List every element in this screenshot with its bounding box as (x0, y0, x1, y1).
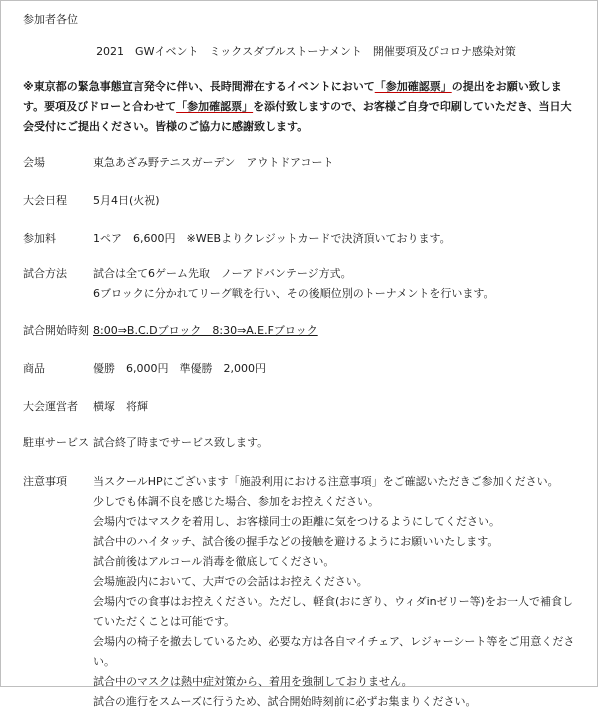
venue-label: 会場 (23, 156, 45, 169)
format-line-1: 試合は全て6ゲーム先取 ノーアドバンテージ方式。 (93, 267, 352, 280)
notice-term-1: 「参加確認票」 (374, 80, 452, 93)
notes-item: 試合の進行をスムーズに行うため、試合開始時刻前に必ずお集まりください。 (93, 695, 477, 708)
notice-paragraph (23, 77, 579, 137)
salutation: 参加者各位 (23, 13, 78, 26)
fee-label: 参加料 (23, 232, 56, 245)
parking-label: 駐車サービス (23, 436, 89, 449)
venue-value: 東急あざみ野テニスガーデン アウトドアコート (93, 156, 334, 169)
parking-value: 試合終了時までサービス致します。 (93, 436, 269, 449)
prize-label: 商品 (23, 362, 45, 375)
notes-item: 会場内での食事はお控えください。ただし、軽食(おにぎり、ウィダinゼリー等)をお一人で補食していただくことは可能です。 (93, 595, 573, 628)
notice-text-1: ※東京都の緊急事態宣言発令に伴い、長時間滞在するイベントにおいて (23, 80, 375, 93)
format-label: 試合方法 (23, 267, 67, 280)
notes-item: 試合中のハイタッチ、試合後の握手などの接触を避けるようにお願いいたします。 (93, 535, 499, 548)
notes-item: 会場内ではマスクを着用し、お客様同士の距離に気をつけるようにしてください。 (93, 515, 500, 528)
organizer-value: 横塚 将輝 (93, 400, 148, 413)
notes-item: 少しでも体調不良を感じた場合、参加をお控えください。 (93, 495, 379, 508)
notice-term-2: 「参加確認票」 (176, 100, 254, 113)
format-value (93, 264, 583, 304)
notes-label: 注意事項 (23, 475, 67, 488)
notice-text-2: の提出をお願い致します。要項及びドローと合わせて (23, 80, 562, 113)
fee-value: 1ペア 6,600円 ※WEBよりクレジットカードで決済頂いております。 (93, 232, 451, 245)
prize-value: 優勝 6,000円 準優勝 2,000円 (93, 362, 266, 375)
notes-item: 試合中のマスクは熱中症対策から、着用を強制しておりません。 (93, 675, 413, 688)
notes-item: 会場内の椅子を撤去しているため、必要な方は各自マイチェア、レジャーシート等をご用意ください。 (93, 635, 575, 668)
notice-text-3: を添付致しますので、お客様ご自身で印刷していただき、当日大会受付にご提出ください。皆様のご協力に感謝致します。 (23, 100, 572, 133)
date-label: 大会日程 (23, 194, 67, 207)
notes-item: 試合前後はアルコール消毒を徹底してください。 (93, 555, 335, 568)
format-line-2: 6ブロックに分かれてリーグ戦を行い、その後順位別のトーナメントを行います。 (93, 287, 495, 300)
start-time-label: 試合開始時刻 (23, 324, 89, 337)
date-value: 5月4日(火祝) (93, 194, 160, 207)
notes-item: 会場施設内において、大声での会話はお控えください。 (93, 575, 368, 588)
notes-list (93, 472, 583, 712)
start-time-value: 8:00⇒B.C.Dブロック 8:30⇒A.E.Fブロック (93, 324, 318, 337)
document-title: 2021 GWイベント ミックスダブルストーナメント 開催要項及びコロナ感染対策 (96, 45, 516, 58)
notes-item: 当スクールHPにございます「施設利用における注意事項」をご確認いただきご参加ください。 (93, 475, 559, 488)
organizer-label: 大会運営者 (23, 400, 78, 413)
